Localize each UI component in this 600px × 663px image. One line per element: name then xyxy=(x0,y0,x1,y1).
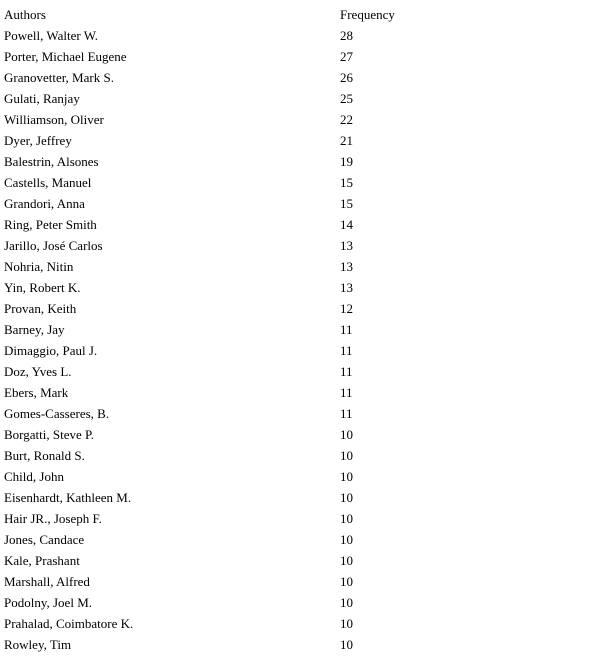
frequency-cell: 12 xyxy=(340,301,353,316)
table-row xyxy=(4,466,440,487)
author-cell: Granovetter, Mark S. xyxy=(4,70,114,85)
frequency-cell: 10 xyxy=(340,469,353,484)
author-cell: Grandori, Anna xyxy=(4,196,85,211)
frequency-cell: 10 xyxy=(340,637,353,652)
table-row xyxy=(4,403,440,424)
author-cell: Nohria, Nitin xyxy=(4,259,74,274)
table-row xyxy=(4,25,440,46)
author-cell: Rowley, Tim xyxy=(4,637,72,652)
frequency-cell: 14 xyxy=(340,217,353,232)
authors-header: Authors xyxy=(4,7,46,22)
table-row xyxy=(4,235,440,256)
table-row xyxy=(4,550,440,571)
frequency-cell: 10 xyxy=(340,427,353,442)
table-row xyxy=(4,214,440,235)
table-row xyxy=(4,613,440,634)
frequency-cell: 28 xyxy=(340,28,353,43)
table-row xyxy=(4,319,440,340)
table-row xyxy=(4,130,440,151)
table-row xyxy=(4,382,440,403)
author-cell: Eisenhardt, Kathleen M. xyxy=(4,490,132,505)
author-cell: Powell, Walter W. xyxy=(4,28,99,43)
author-cell: Gulati, Ranjay xyxy=(4,91,80,106)
table-row xyxy=(4,298,440,319)
table-row xyxy=(4,256,440,277)
author-cell: Borgatti, Steve P. xyxy=(4,427,95,442)
author-cell: Ring, Peter Smith xyxy=(4,217,97,232)
frequency-cell: 11 xyxy=(340,364,353,379)
author-cell: Burt, Ronald S. xyxy=(4,448,85,463)
author-cell: Prahalad, Coimbatore K. xyxy=(4,616,134,631)
frequency-cell: 13 xyxy=(340,280,353,295)
frequency-cell: 11 xyxy=(340,406,353,421)
author-cell: Doz, Yves L. xyxy=(4,364,72,379)
author-cell: Porter, Michael Eugene xyxy=(4,49,127,64)
frequency-cell: 10 xyxy=(340,553,353,568)
author-cell: Yin, Robert K. xyxy=(4,280,81,295)
frequency-cell: 15 xyxy=(340,175,353,190)
frequency-cell: 10 xyxy=(340,595,353,610)
frequency-cell: 11 xyxy=(340,343,353,358)
table-row xyxy=(4,340,440,361)
frequency-cell: 13 xyxy=(340,259,353,274)
table-row xyxy=(4,487,440,508)
frequency-cell: 21 xyxy=(340,133,353,148)
author-cell: Balestrin, Alsones xyxy=(4,154,99,169)
table-body xyxy=(4,25,440,655)
frequency-cell: 25 xyxy=(340,91,353,106)
frequency-cell: 10 xyxy=(340,448,353,463)
author-cell: Dyer, Jeffrey xyxy=(4,133,72,148)
author-cell: Dimaggio, Paul J. xyxy=(4,343,98,358)
table-row xyxy=(4,571,440,592)
author-cell: Kale, Prashant xyxy=(4,553,80,568)
frequency-cell: 27 xyxy=(340,49,353,64)
author-cell: Barney, Jay xyxy=(4,322,65,337)
frequency-cell: 10 xyxy=(340,511,353,526)
frequency-cell: 15 xyxy=(340,196,353,211)
author-cell: Jarillo, José Carlos xyxy=(4,238,103,253)
table-row xyxy=(4,277,440,298)
author-cell: Ebers, Mark xyxy=(4,385,69,400)
frequency-cell: 19 xyxy=(340,154,353,169)
frequency-cell: 10 xyxy=(340,574,353,589)
frequency-cell: 22 xyxy=(340,112,353,127)
table-row xyxy=(4,361,440,382)
table-row xyxy=(4,634,440,655)
table-row xyxy=(4,508,440,529)
frequency-header: Frequency xyxy=(340,7,395,22)
frequency-cell: 11 xyxy=(340,322,353,337)
frequency-cell: 10 xyxy=(340,532,353,547)
author-cell: Child, John xyxy=(4,469,64,484)
author-cell: Williamson, Oliver xyxy=(4,112,104,127)
table-row xyxy=(4,46,440,67)
author-cell: Hair JR., Joseph F. xyxy=(4,511,102,526)
author-cell: Provan, Keith xyxy=(4,301,77,316)
frequency-cell: 10 xyxy=(340,616,353,631)
frequency-cell: 13 xyxy=(340,238,353,253)
table-row xyxy=(4,67,440,88)
table-row xyxy=(4,88,440,109)
author-cell: Podolny, Joel M. xyxy=(4,595,92,610)
table-row xyxy=(4,109,440,130)
author-cell: Castells, Manuel xyxy=(4,175,92,190)
author-cell: Marshall, Alfred xyxy=(4,574,90,589)
table-row xyxy=(4,424,440,445)
table-row xyxy=(4,193,440,214)
frequency-cell: 26 xyxy=(340,70,353,85)
table-row xyxy=(4,529,440,550)
frequency-cell: 10 xyxy=(340,490,353,505)
table-row xyxy=(4,592,440,613)
table-row xyxy=(4,172,440,193)
author-cell: Jones, Candace xyxy=(4,532,85,547)
authors-frequency-table xyxy=(4,4,440,655)
author-cell: Gomes-Casseres, B. xyxy=(4,406,110,421)
table-row xyxy=(4,151,440,172)
frequency-cell: 11 xyxy=(340,385,353,400)
table-header-row xyxy=(4,4,440,25)
table-row xyxy=(4,445,440,466)
